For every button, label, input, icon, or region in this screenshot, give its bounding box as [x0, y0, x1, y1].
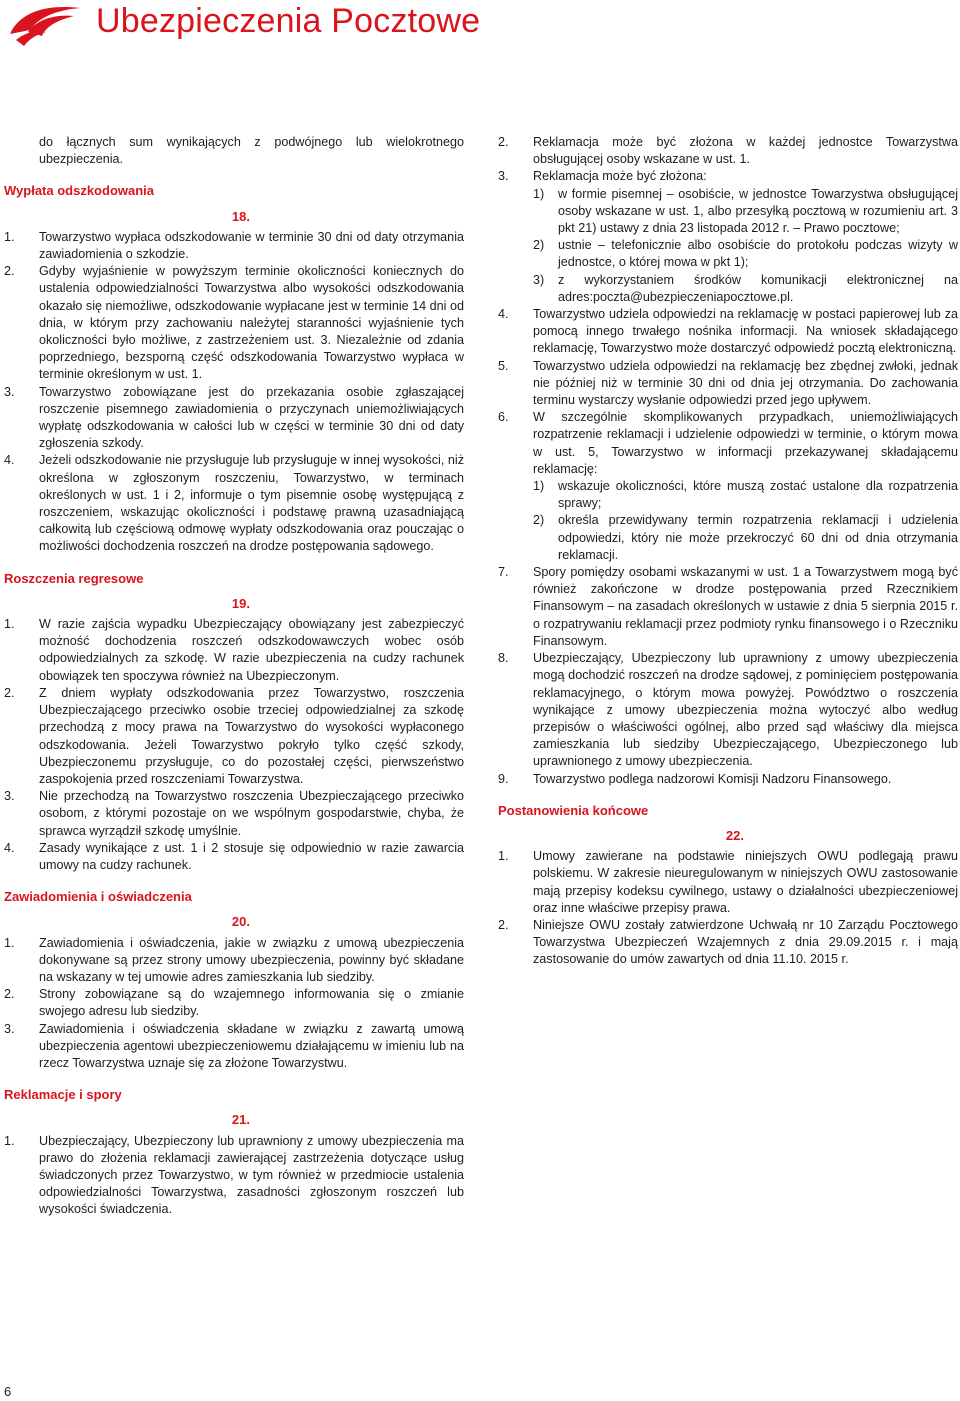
paragraph-number: 20.: [231, 914, 250, 930]
paragraph-number: 18.: [231, 208, 250, 224]
list-item: 3. Reklamacja może być złożona:: [498, 169, 707, 184]
sub-list-item: 2) ustnie – telefonicznie albo osobiście do protokołu podczas wizyty w jednostce, o której mowa w pkt 1);: [533, 238, 958, 270]
list-item: 1. Ubezpieczający, Ubezpieczony lub uprawniony z umowy ubezpieczenia ma prawo do złożenia reklamacji zawierającej zastrzeżenia dotyczące usług świadczonych przez Towarzystwo, w tym również w przedmiocie ustalenia odpowiedzialności Towarzystwa, zasadności zgłoszonym roszczeń lub wysokości świadczenia.: [4, 1133, 464, 1217]
list-item: 1. Umowy zawierane na podstawie niniejszych OWU podlegają prawu polskiemu. W zakresie nieuregulowanym w niniejszych OWU zastosowanie mają przepisy kodeksu cywilnego, ustawy o działalności ubezpieczeniowej oraz inne właściwe przepisy prawa.: [498, 849, 958, 915]
left-column: [4, 134, 464, 1219]
section-title: Postanowienia końcowe: [498, 802, 649, 818]
list-item: 3. Zawiadomienia i oświadczenia składane w związku z zawartą umową ubezpieczenia agentowi ubezpieczeniowemu działającemu w imieniu lub na rzecz Towarzystwa uznaje się za złożone Towarzystwu.: [4, 1021, 464, 1070]
sub-list-item: 3) z wykorzystaniem środków komunikacji elektronicznej na adres:poczta@ubezpieczeniapocztowe.pl.: [533, 272, 958, 304]
list-item: 2. Strony zobowiązane są do wzajemnego informowania się o zmianie swojego adresu lub siedziby.: [4, 987, 464, 1019]
list-item: 7. Spory pomiędzy osobami wskazanymi w ust. 1 a Towarzystwem mogą być również zakończone w drodze postępowania przed Rzecznikiem Finansowym – na zasadach określonych w ustawie z dnia 5 sierpnia 2015 r. o rozpatrywaniu reklamacji przez podmioty rynku finansowego i o Rzeczniku Finansowym.: [498, 565, 958, 648]
list-item: 8. Ubezpieczający, Ubezpieczony lub uprawniony z umowy ubezpieczenia mogą dochodzić roszczeń na drodze sądowej, z pominięciem postępowania reklamacyjnego, o którym mowa powyżej. Powództwo o roszczenia wynikające z umowy ubezpieczenia można wytoczyć albo według przepisów o właściwości ogólnej, albo przed sąd właściwy dla miejsca zamieszkania lub siedziby Ubezpieczającego, Ubezpieczonego lub uprawnionego z umowy ubezpieczenia.: [498, 651, 958, 769]
page-number: 6: [4, 1384, 12, 1399]
list-item: 3. Towarzystwo zobowiązane jest do przekazania osobie zgłaszającej roszczenie pisemnego zawiadomienia o przyczynach uniemożliwiających wypłatę odszkodowania w całości lub w części w terminie 30 dni od daty zgłoszenia szkody.: [4, 384, 464, 451]
brand-name: Ubezpieczenia Pocztowe: [96, 2, 481, 40]
list-item: 2. Z dniem wypłaty odszkodowania przez Towarzystwo, roszczenia Ubezpieczającego przeciwko osobie trzeciej odpowiedzialnej za szkodę przechodzą z mocy prawa na Towarzystwo do wysokości wypłaconego odszkodowania. Jeżeli Towarzystwo pokryło tylko część szkody, Ubezpieczonemu przysługuje, co do pozostałej części, pierwszeństwo zaspokojenia przed roszczeniami Towarzystwa.: [4, 685, 464, 786]
list-item: 1. Zawiadomienia i oświadczenia, jakie w związku z umową ubezpieczenia dokonywane są przez strony umowy ubezpieczenia, powinny być składane na wskazany w tej umowie adres zamieszkania lub siedziby.: [4, 935, 464, 984]
right-column: [498, 134, 958, 969]
sub-list: [533, 478, 958, 564]
list-item: 6. W szczególnie skomplikowanych przypadkach, uniemożliwiających rozpatrzenie reklamacji i udzielenie odpowiedzi w terminie, o którym mowa w ust. 5, Towarzystwo w informacji przekazywanej składającemu reklamację:: [498, 410, 958, 476]
list-item: 2. Niniejsze OWU zostały zatwierdzone Uchwałą nr 10 Zarządu Pocztowego Towarzystwa Ubezpieczeń Wzajemnych z dnia 29.09.2015 r. i mają zastosowanie do umów zawartych od dnia 11.10. 2015 r.: [498, 917, 958, 967]
paragraph-number: 22.: [725, 827, 744, 843]
sub-list: [533, 186, 958, 306]
list-item: 4. Towarzystwo udziela odpowiedzi na reklamację w postaci papierowej lub za pomocą innego trwałego nośnika informacji. Na wniosek składającego reklamację, Towarzystwo może dostarczyć odpowiedź pocztą elektroniczną.: [498, 307, 958, 356]
list-item: 9. Towarzystwo podlega nadzorowi Komisji Nadzoru Finansowego.: [498, 771, 892, 786]
list-item: 1. Towarzystwo wypłaca odszkodowanie w terminie 30 dni od daty otrzymania zawiadomienia o szkodzie.: [4, 229, 464, 262]
section-title: Roszczenia regresowe: [4, 570, 144, 586]
section-title: Zawiadomienia i oświadczenia: [4, 889, 192, 905]
list-item: 2. Gdyby wyjaśnienie w powyższym terminie okoliczności koniecznych do ustalenia odpowiedzialności Towarzystwa albo wysokości odszkodowania okazało się niemożliwe, odszkodowanie wypłacane jest w terminie 14 dni od dnia, w którym przy zachowaniu należytej staranności wyjaśnienie tych okoliczności było możliwe, z zastrzeżeniem ust. 3. Niezależnie od zdania poprzedniego, bezsporną część odszkodowania Towarzystwo wypłaca w terminie określonym w ust. 1.: [4, 264, 464, 382]
sub-list-item: 2) określa przewidywany termin rozpatrzenia reklamacji i udzielenia odpowiedzi, który nie może przekroczyć 60 dni od dnia otrzymania reklamacji.: [533, 513, 958, 562]
list-item: 4. Jeżeli odszkodowanie nie przysługuje lub przysługuje w innej wysokości, niż określona w zgłoszonym roszczeniu, Towarzystwo, w terminach określonych w ust. 1 i 2, informuje o tym pisemnie osobę występującą z roszczeniem, wskazując okoliczności i podstawę prawną uzasadniającą całkowitą lub częściową odmowę wypłaty odszkodowania oraz pouczając o możliwości dochodzenia roszczeń na drodze postępowania sądowego.: [4, 453, 464, 554]
section-title: Reklamacje i spory: [4, 1087, 122, 1103]
sub-list-item: 1) wskazuje okoliczności, które muszą zostać ustalone dla rozpatrzenia sprawy;: [533, 479, 958, 511]
list-item: 5. Towarzystwo udziela odpowiedzi na reklamację bez zbędnej zwłoki, jednak nie później niż w terminie 30 dni od dnia jej otrzymania. Do zachowania terminu wystarczy wysłanie odpowiedzi przed jego upływem.: [498, 358, 958, 408]
sub-list-item: 1) w formie pisemnej – osobiście, w jednostce Towarzystwa obsługującej osoby wskazane w ust. 1, albo przesyłką pocztową w rozumieniu art. 3 pkt 21) ustawy z dnia 23 listopada 2012 r. – Prawo pocztowe;: [533, 186, 958, 236]
list-item: 2. Reklamacja może być złożona w każdej jednostce Towarzystwa obsługującej osoby wskazane w ust. 1.: [498, 135, 958, 167]
page-header: [0, 0, 960, 52]
paragraph-number: 19.: [231, 595, 250, 611]
intro-text: do łącznych sum wynikających z podwójnego lub wielokrotnego ubezpieczenia.: [39, 135, 464, 167]
section-title: Wypłata odszkodowania: [4, 183, 155, 199]
list-item: 3. Nie przechodzą na Towarzystwo roszczenia Ubezpieczającego przeciwko osobom, z którymi pozostaje on we wspólnym gospodarstwie, chyba, że sprawca wyrządził szkodę umyślnie.: [4, 789, 464, 838]
list-item: 4. Zasady wynikające z ust. 1 i 2 stosuje się odpowiednio w razie zawarcia umowy na cudzy rachunek.: [4, 840, 464, 872]
paragraph-number: 21.: [231, 1112, 250, 1128]
red-bird-logo-icon: [6, 2, 84, 48]
list-item: 1. W razie zajścia wypadku Ubezpieczający obowiązany jest zabezpieczyć możność dochodzenia roszczeń odszkodowawczych wobec osób odpowiedzialnych za szkodę. W razie ubezpieczenia na cudzy rachunek obowiązek ten spoczywa również na Ubezpieczonym.: [4, 617, 464, 683]
